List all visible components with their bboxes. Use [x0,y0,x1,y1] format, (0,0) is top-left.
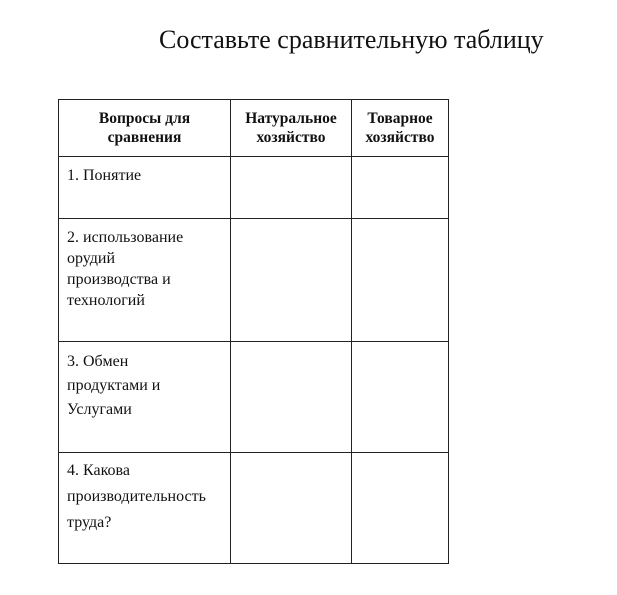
table-row [59,342,449,453]
answer-cell-natural[interactable] [231,219,352,342]
question-text: 3. Обмен продуктами и Услугами [67,353,161,418]
question-cell [59,157,231,219]
table-row [59,219,449,342]
answer-cell-commodity[interactable] [352,342,449,453]
answer-cell-natural[interactable] [231,157,352,219]
question-text: 1. Понятие [67,167,142,184]
header-cell-commodity-economy [352,100,449,157]
header-label-natural-economy: Натуральное хозяйство [245,110,337,146]
answer-cell-commodity[interactable] [352,453,449,564]
question-cell [59,342,231,453]
comparison-table [58,99,449,564]
header-label-questions: Вопросы для сравнения [98,110,191,146]
answer-cell-commodity[interactable] [352,219,449,342]
answer-cell-natural[interactable] [231,453,352,564]
header-cell-questions [59,100,231,157]
table-header-row [59,100,449,157]
question-text: 4. Какова производительность труда? [67,462,206,531]
question-cell [59,453,231,564]
question-cell [59,219,231,342]
table-row [59,157,449,219]
header-label-commodity-economy: Товарное хозяйство [365,110,435,146]
table-row [59,453,449,564]
question-text: 2. использование орудий производства и технологий [67,229,184,309]
header-cell-natural-economy [231,100,352,157]
answer-cell-commodity[interactable] [352,157,449,219]
answer-cell-natural[interactable] [231,342,352,453]
page-title: Составьте сравнительную таблицу [159,25,544,54]
